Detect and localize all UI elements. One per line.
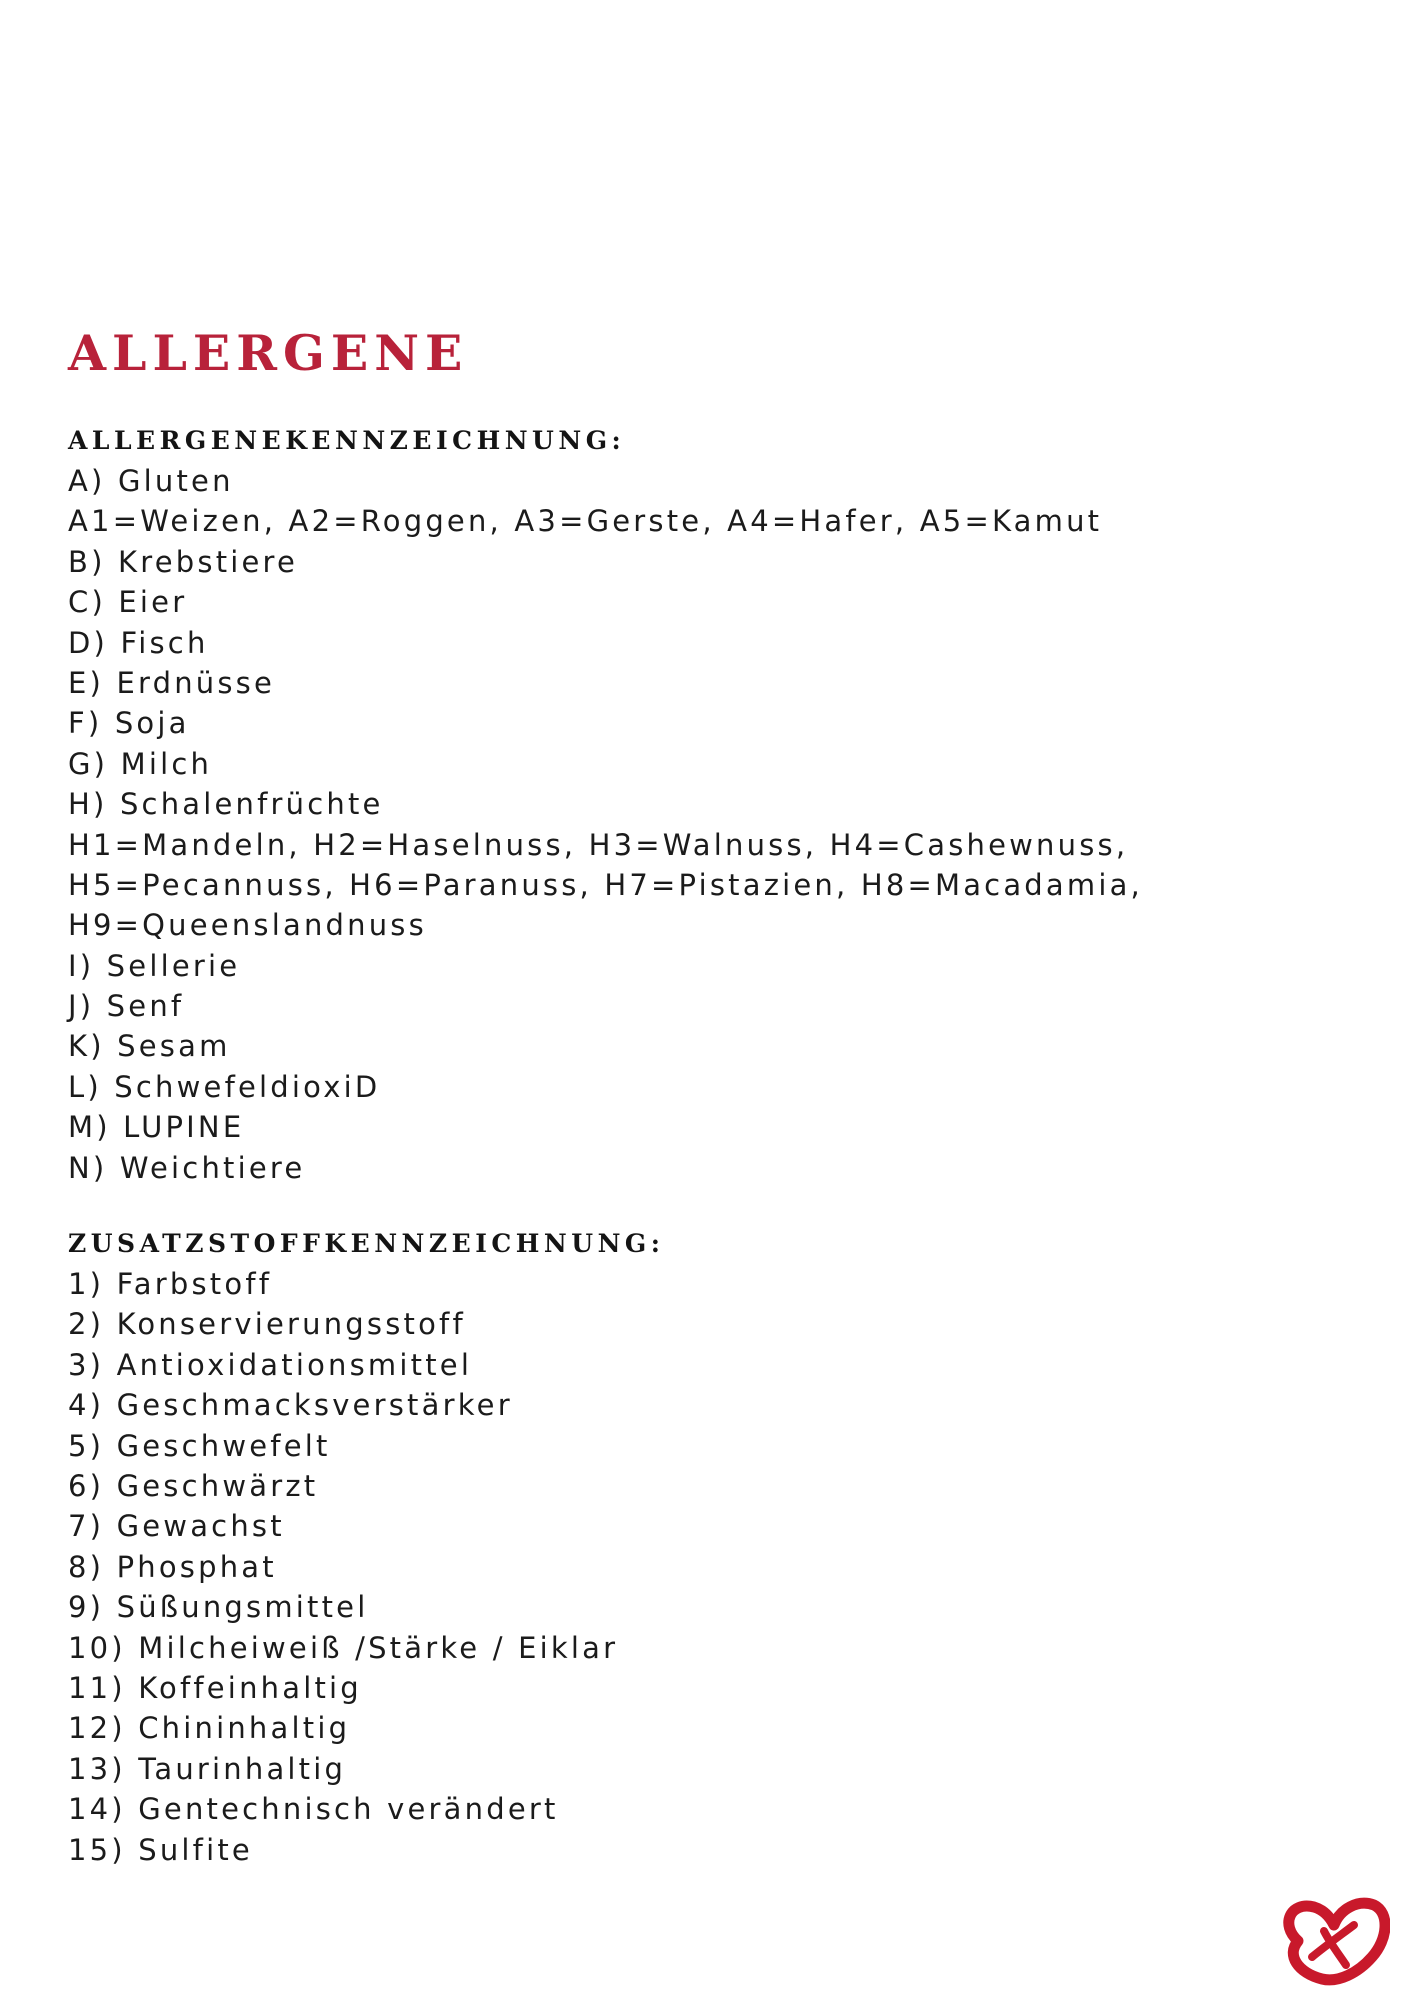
allergen-list (68, 461, 1348, 1188)
additive-item: 10) Milcheiweiß /Stärke / Eiklar (68, 1630, 619, 1665)
additive-item: 3) Antioxidationsmittel (68, 1347, 473, 1382)
additive-item: 2) Konservierungsstoff (68, 1307, 466, 1342)
allergen-item: K) Sesam (68, 1029, 231, 1064)
allergen-item: A) Gluten (68, 464, 234, 498)
allergen-item: E) Erdnüsse (68, 665, 276, 700)
allergen-item: F) Soja (68, 706, 190, 741)
additive-item: 6) Geschwärzt (68, 1468, 319, 1503)
allergen-item: D) Fisch (68, 625, 209, 660)
additive-heading: ZUSATZSTOFFKENNZEICHNUNG: (68, 1229, 665, 1259)
allergen-item: H) Schalenfrüchte (68, 787, 384, 822)
allergen-item: A1=Weizen, A2=Roggen, A3=Gerste, A4=Hafer, A5=Kamut (68, 504, 1103, 539)
pretzel-icon (1278, 1895, 1390, 1990)
additive-item: 14) Gentechnisch verändert (68, 1792, 559, 1827)
allergen-item: H5=Pecannuss, H6=Paranuss, H7=Pistazien, H8=Macadamia, (68, 867, 1143, 902)
additive-item: 4) Geschmacksverstärker (68, 1388, 513, 1423)
additive-item: 13) Taurinhaltig (68, 1751, 347, 1786)
additive-item: 12) Chininhaltig (68, 1711, 351, 1746)
additive-item: 11) Koffeinhaltig (68, 1670, 362, 1705)
allergen-item: I) Sellerie (68, 948, 241, 983)
page-title: ALLERGENE (68, 324, 469, 382)
allergen-item: L) SchwefeldioxiD (68, 1069, 381, 1104)
additive-item: 15) Sulfite (68, 1832, 253, 1867)
additive-list (68, 1264, 1348, 1870)
additive-item: 7) Gewachst (68, 1509, 285, 1544)
additive-item: 5) Geschwefelt (68, 1428, 331, 1463)
additive-item: 8) Phosphat (68, 1549, 277, 1584)
allergen-item: C) Eier (68, 585, 188, 620)
allergen-item: M) LUPINE (68, 1110, 245, 1145)
allergen-item: N) Weichtiere (68, 1150, 306, 1185)
allergen-heading: ALLERGENEKENNZEICHNUNG: (68, 426, 626, 455)
additive-item: 9) Süßungsmittel (68, 1590, 369, 1625)
allergen-item: H9=Queenslandnuss (68, 908, 427, 943)
allergen-item: B) Krebstiere (68, 544, 299, 579)
allergen-item: H1=Mandeln, H2=Haselnuss, H3=Walnuss, H4=Cashewnuss, (68, 827, 1129, 862)
allergen-page (68, 325, 1348, 1870)
allergen-item: J) Senf (68, 989, 185, 1024)
allergen-item: G) Milch (68, 746, 213, 781)
additive-item: 1) Farbstoff (68, 1267, 273, 1302)
